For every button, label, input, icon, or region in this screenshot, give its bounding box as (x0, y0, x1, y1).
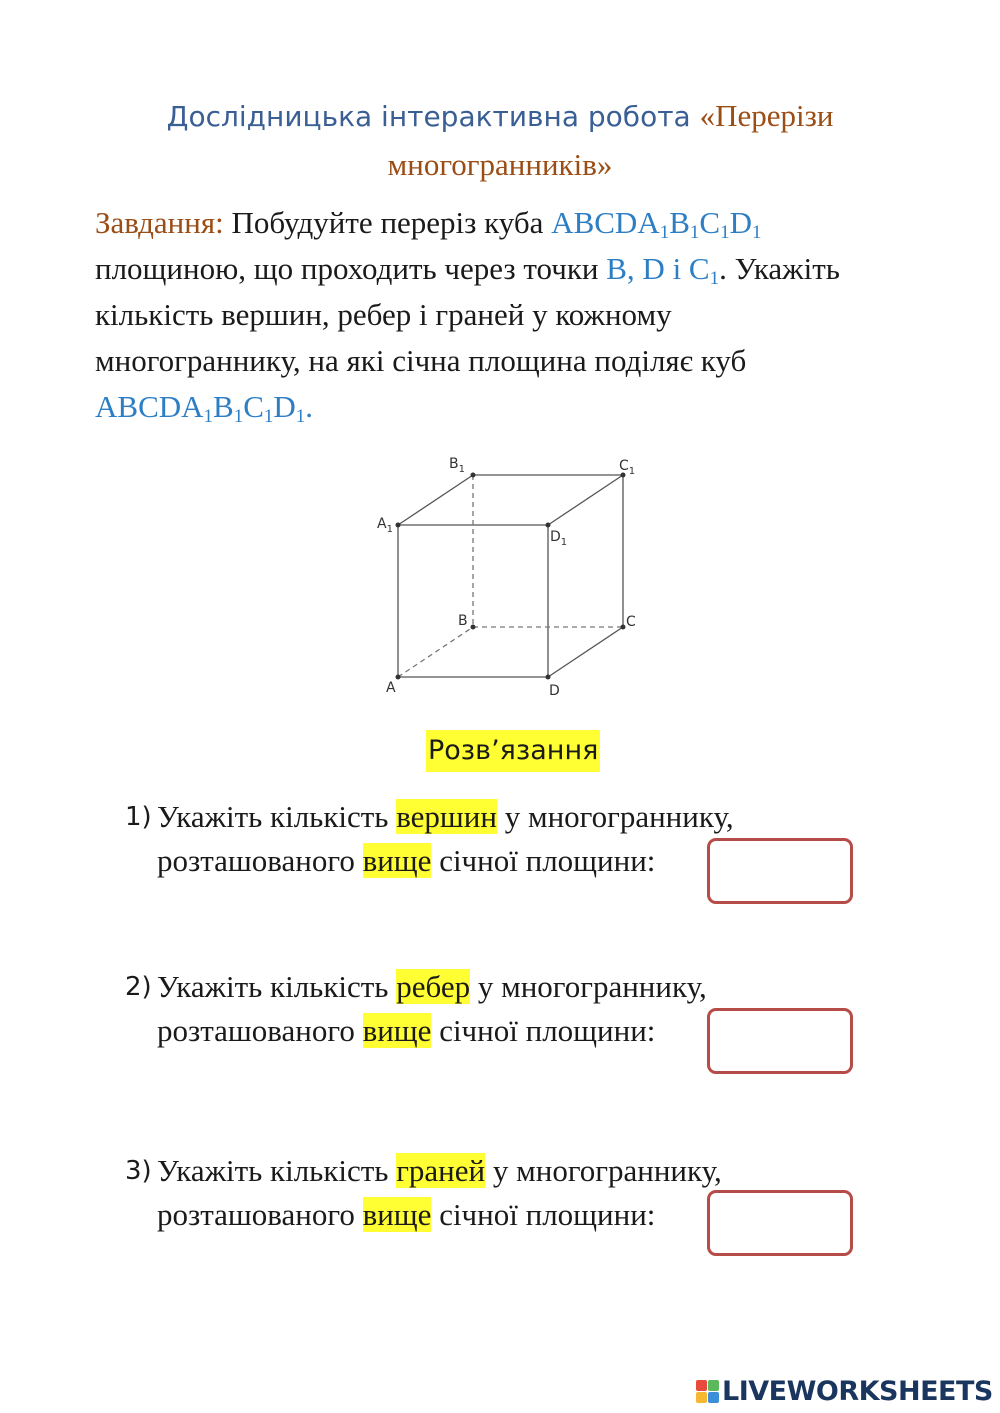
title-part-2: «Перерізи (699, 98, 834, 133)
label-b1: $B_1$ (449, 456, 465, 475)
label-b: B (458, 613, 468, 629)
task-line-1 (95, 200, 925, 246)
edge-d1c1 (548, 475, 623, 525)
vertex-d (546, 675, 551, 680)
keyword-highlight: вершин (396, 799, 497, 834)
edge-a1b1 (398, 475, 473, 525)
solution-heading: Розв’язання (426, 730, 600, 772)
edge-ab-hidden (398, 627, 473, 677)
cube-name-1: $ABCDA_1B_1C_1D_1$ (551, 205, 762, 243)
keyword-highlight: вище (362, 843, 432, 878)
label-c: C (626, 614, 636, 630)
question-line-2: розташованого вище січної площини: (157, 1013, 656, 1048)
question-line-1: Укажіть кількість вершин у многограннику, (157, 799, 734, 834)
title-line-1 (0, 92, 1000, 141)
question-line-1: Укажіть кількість ребер у многограннику, (157, 969, 707, 1004)
vertex-d1 (546, 523, 551, 528)
question-line-2: розташованого вище січної площини: (157, 1197, 656, 1232)
task-text-3: . Укажіть (719, 251, 840, 286)
question-number: 3) (125, 1156, 152, 1186)
task-statement (95, 200, 925, 430)
worksheet-title (0, 92, 1000, 189)
answer-input-2[interactable] (707, 1008, 853, 1074)
label-d1: $D_1$ (550, 529, 568, 548)
task-label: Завдання: (95, 205, 224, 240)
answer-input-1[interactable] (707, 838, 853, 904)
vertex-c (621, 625, 626, 630)
cube-figure (360, 448, 660, 708)
edge-dc (548, 627, 623, 677)
question-number: 1) (125, 802, 152, 832)
task-text-1: Побудуйте переріз куба (223, 205, 552, 240)
keyword-highlight: вище (362, 1013, 432, 1048)
question-number: 2) (125, 972, 152, 1002)
vertex-a (396, 675, 401, 680)
keyword-highlight: вище (362, 1197, 432, 1232)
liveworksheets-logo-icon (696, 1380, 720, 1404)
title-part-1: Дослідницька інтерактивна робота (166, 100, 700, 133)
answer-input-3[interactable] (707, 1190, 853, 1256)
title-line-2: многогранників» (387, 147, 613, 182)
vertex-b1 (471, 473, 476, 478)
task-line-5 (95, 384, 925, 430)
label-a1: $A_1$ (377, 516, 393, 535)
keyword-highlight: граней (396, 1153, 486, 1188)
task-line-4: многограннику, на які січна площина поділяє куб (95, 343, 747, 378)
task-line-2 (95, 246, 925, 292)
question-line-2: розташованого вище січної площини: (157, 843, 656, 878)
label-c1: $C_1$ (619, 458, 636, 477)
task-text-2: площиною, що проходить через точки (95, 251, 607, 286)
plane-points: B, D і $C_1$ (606, 251, 720, 289)
label-d: D (549, 683, 560, 699)
logo-text: LIVEWORKSHEETS (722, 1376, 993, 1407)
vertex-b (471, 625, 476, 630)
vertex-a1 (396, 523, 401, 528)
keyword-highlight: ребер (396, 969, 471, 1004)
label-a: A (386, 680, 396, 696)
question-line-1: Укажіть кількість граней у многограннику, (157, 1153, 722, 1188)
cube-name-2: $ABCDA_1B_1C_1D_1$. (95, 389, 314, 427)
task-line-3: кількість вершин, ребер і граней у кожному (95, 297, 672, 332)
